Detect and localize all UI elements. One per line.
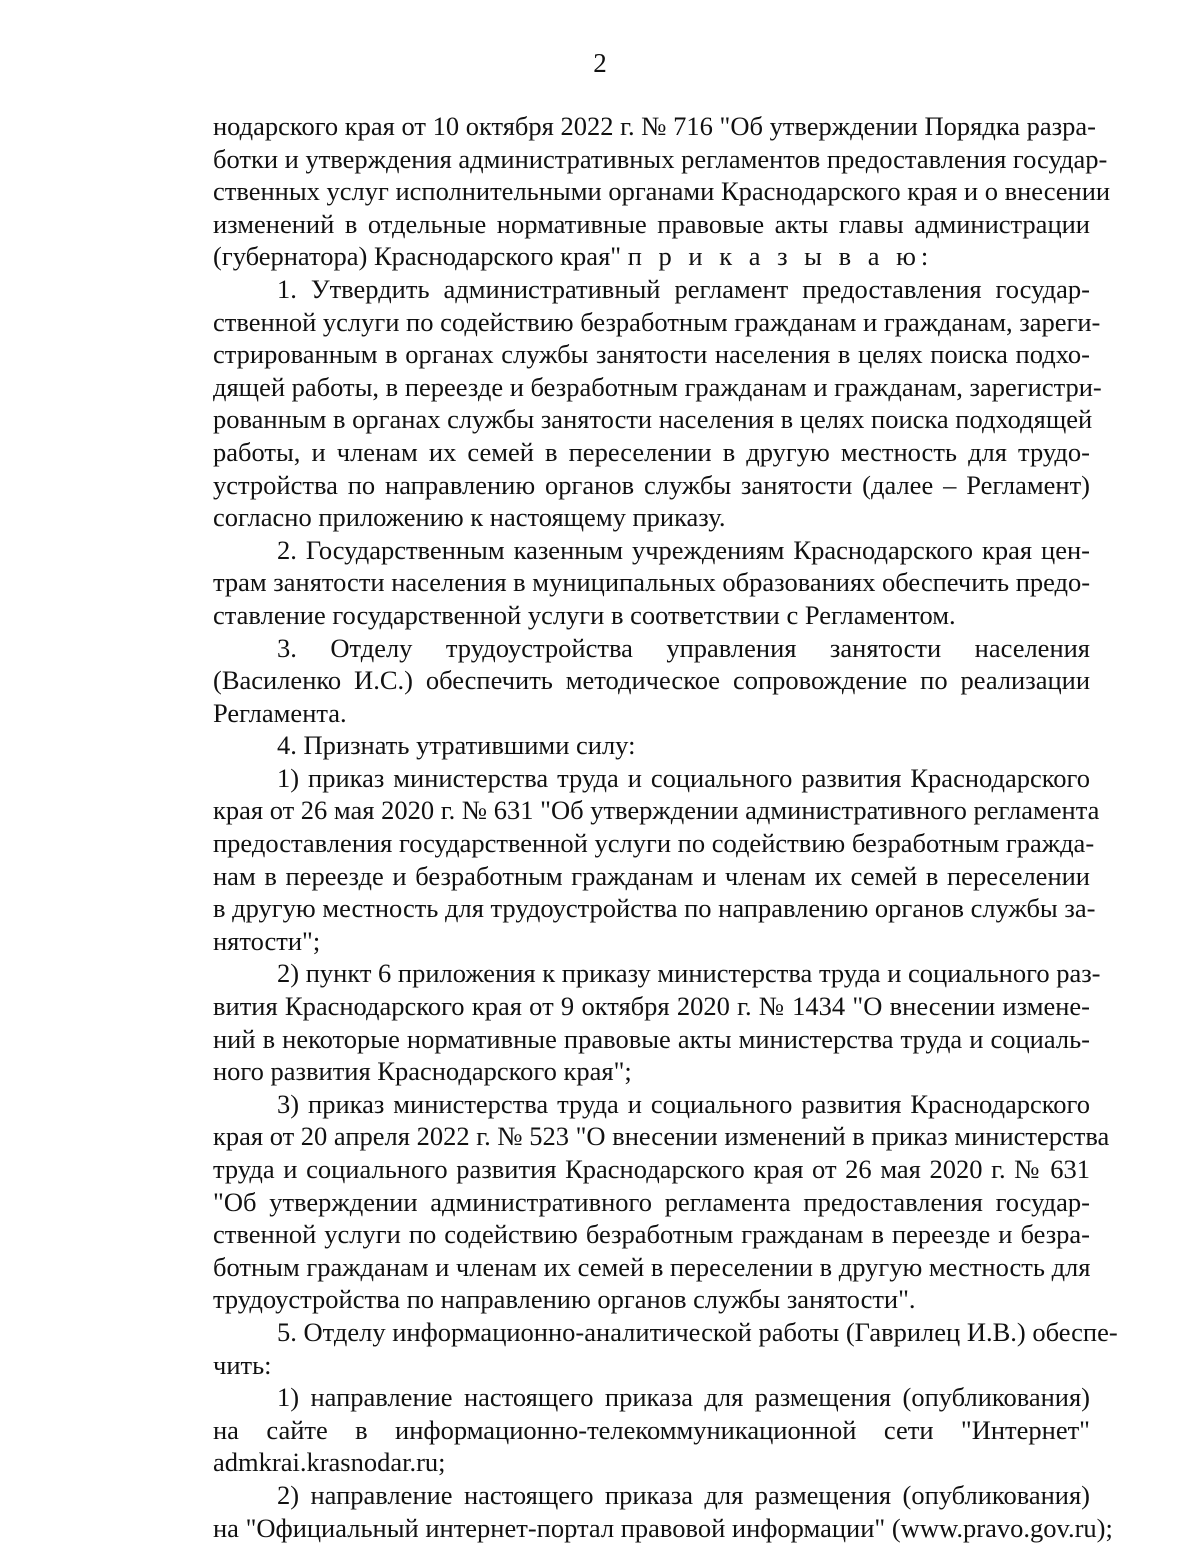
preamble-end: (губернатора) Краснодарского края" — [213, 241, 622, 272]
subitem-4-1-line: края от 26 мая 2020 г. № 631 "Об утверждении административного регламента — [213, 795, 1100, 826]
paragraph-2-line: трам занятости населения в муниципальных образованиях обеспечить предо- — [213, 567, 1091, 598]
body-line: нодарского края от 10 октября 2022 г. № 716 "Об утверждении Порядка разра- — [213, 111, 1096, 141]
paragraph-1-line: устройства по направлению органов службы занятости (далее – Регламент) — [213, 469, 1090, 500]
subitem-4-3-line: ботным гражданам и членам их семей в переселении в другую местность для — [213, 1251, 1091, 1282]
subitem-5-1-line: на сайте в информационно-телекоммуникационной сети "Интернет" — [213, 1414, 1090, 1445]
subitem-4-3-line: ственной услуги по содействию безработным гражданам в переезде и безра- — [213, 1219, 1090, 1250]
subitem-5-1-line: admkrai.krasnodar.ru; — [213, 1447, 446, 1478]
body-line — [213, 240, 1090, 273]
paragraph-5-line: чить: — [213, 1349, 272, 1380]
paragraph-1-line: согласно приложению к настоящему приказу. — [213, 502, 726, 533]
subitem-4-3-line: труда и социального развития Краснодарского края от 26 мая 2020 г. № 631 — [213, 1154, 1090, 1184]
subitem-4-2-line: ний в некоторые нормативные правовые акты министерства труда и социаль- — [213, 1023, 1090, 1054]
paragraph-1-line: 1. Утвердить административный регламент предоставления государ- — [277, 273, 1090, 304]
subitem-5-1-line: 1) направление настоящего приказа для размещения (опубликования) — [277, 1382, 1090, 1413]
subitem-4-3-line: 3) приказ министерства труда и социального развития Краснодарского — [277, 1088, 1090, 1119]
subitem-4-3-line: края от 20 апреля 2022 г. № 523 "О внесении изменений в приказ министерства — [213, 1121, 1110, 1152]
paragraph-1-line: дящей работы, в переезде и безработным гражданам и гражданам, зарегистри- — [213, 371, 1102, 402]
body-line: ственных услуг исполнительными органами Краснодарского края и о внесении — [213, 176, 1111, 207]
paragraph-1-line: работы, и членам их семей в переселении в другую местность для трудо- — [213, 436, 1090, 467]
subitem-4-3-line: трудоустройства по направлению органов службы занятости". — [213, 1284, 916, 1315]
paragraph-5-line: 5. Отделу информационно-аналитической работы (Гаврилец И.В.) обеспе- — [277, 1316, 1118, 1347]
paragraph-1-line: ственной услуги по содействию безработным гражданам и гражданам, зареги- — [213, 306, 1101, 337]
subitem-4-2-line: вития Краснодарского края от 9 октября 2020 г. № 1434 "О внесении измене- — [213, 991, 1090, 1022]
order-word: п р и к а з ы в а ю: — [627, 241, 934, 272]
paragraph-2-line: 2. Государственным казенным учреждениям Краснодарского края цен- — [277, 534, 1090, 565]
subitem-5-2-line: 2) направление настоящего приказа для размещения (опубликования) — [277, 1479, 1090, 1510]
paragraph-2-line: ставление государственной услуги в соответствии с Регламентом. — [213, 599, 956, 630]
subitem-4-1-line: в другую местность для трудоустройства по направлению органов службы за- — [213, 893, 1096, 924]
body-line: изменений в отдельные нормативные правовые акты главы администрации — [213, 208, 1090, 239]
document-body — [213, 110, 1118, 1544]
paragraph-4-line: 4. Признать утратившими силу: — [277, 730, 636, 761]
subitem-4-2-line: ного развития Краснодарского края"; — [213, 1056, 632, 1087]
subitem-4-1-line: предоставления государственной услуги по содействию безработным гражда- — [213, 828, 1095, 859]
subitem-4-2-line: 2) пункт 6 приложения к приказу министерства труда и социального раз- — [277, 958, 1101, 989]
body-line: ботки и утверждения административных регламентов предоставления государ- — [213, 143, 1108, 174]
page-number: 2 — [593, 48, 607, 78]
paragraph-1-line: стрированным в органах службы занятости населения в целях поиска подхо- — [213, 339, 1090, 370]
paragraph-1-line: рованным в органах службы занятости населения в целях поиска подходящей — [213, 404, 1093, 435]
paragraph-3-line: Регламента. — [213, 697, 347, 728]
subitem-5-2-line: на "Официальный интернет-портал правовой информации" (www.pravo.gov.ru); — [213, 1512, 1113, 1543]
subitem-4-3-line: "Об утверждении административного регламента предоставления государ- — [213, 1186, 1090, 1217]
paragraph-3-line: (Василенко И.С.) обеспечить методическое сопровождение по реализации — [213, 665, 1090, 696]
subitem-4-1-line: 1) приказ министерства труда и социального развития Краснодарского — [277, 762, 1090, 793]
subitem-4-1-line: нам в переезде и безработным гражданам и членам их семей в переселении — [213, 860, 1090, 891]
paragraph-3-line: 3. Отделу трудоустройства управления занятости населения — [277, 632, 1090, 663]
subitem-4-1-line: нятости"; — [213, 925, 321, 956]
